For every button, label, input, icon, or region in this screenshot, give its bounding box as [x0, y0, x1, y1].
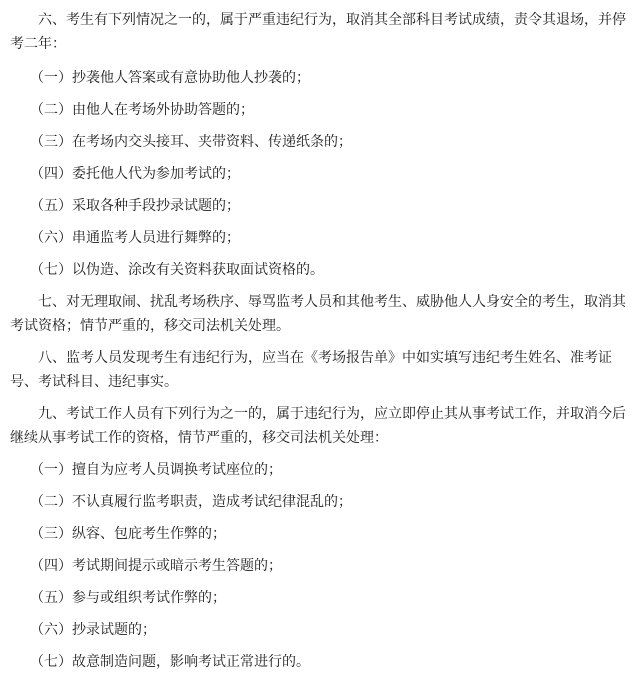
- section-6-item-6: （六）串通监考人员进行舞弊的；: [30, 230, 240, 246]
- section-9-item-1: （一）擅自为应考人员调换考试座位的；: [30, 462, 282, 478]
- section-9-item-7: （七）故意制造问题，影响考试正常进行的。: [30, 654, 310, 670]
- section-6-item-4: （四）委托他人代为参加考试的；: [30, 166, 240, 182]
- section-7-paragraph: 七、对无理取闹、扰乱考场秩序、辱骂监考人员和其他考生、威胁他人人身安全的考生，取消其考试资格；情节严重的，移交司法机关处理。: [10, 294, 626, 334]
- section-9-paragraph: 九、考试工作人员有下列行为之一的，属于违纪行为，应立即停止其从事考试工作，并取消今后继续从事考试工作的资格，情节严重的，移交司法机关处理：: [10, 406, 626, 446]
- section-9-item-4: （四）考试期间提示或暗示考生答题的；: [30, 558, 282, 574]
- section-9-item-5: （五）参与或组织考试作弊的；: [30, 590, 226, 606]
- section-9-item-3: （三）纵容、包庇考生作弊的；: [30, 526, 226, 542]
- section-6-item-7: （七）以伪造、涂改有关资料获取面试资格的。: [30, 262, 324, 278]
- section-6-item-2: （二）由他人在考场外协助答题的；: [30, 102, 254, 118]
- section-6-paragraph: 六、考生有下列情况之一的，属于严重违纪行为，取消其全部科目考试成绩，责令其退场，并停考二年：: [10, 12, 626, 52]
- section-6-item-5: （五）采取各种手段抄录试题的；: [30, 198, 240, 214]
- section-8-paragraph: 八、监考人员发现考生有违纪行为，应当在《考场报告单》中如实填写违纪考生姓名、准考证号、考试科目、违纪事实。: [10, 350, 612, 390]
- section-9-item-6: （六）抄录试题的；: [30, 622, 156, 638]
- section-6-item-3: （三）在考场内交头接耳、夹带资料、传递纸条的；: [30, 134, 352, 150]
- section-9-item-2: （二）不认真履行监考职责，造成考试纪律混乱的；: [30, 494, 352, 510]
- section-6-item-1: （一）抄袭他人答案或有意协助他人抄袭的；: [30, 70, 310, 86]
